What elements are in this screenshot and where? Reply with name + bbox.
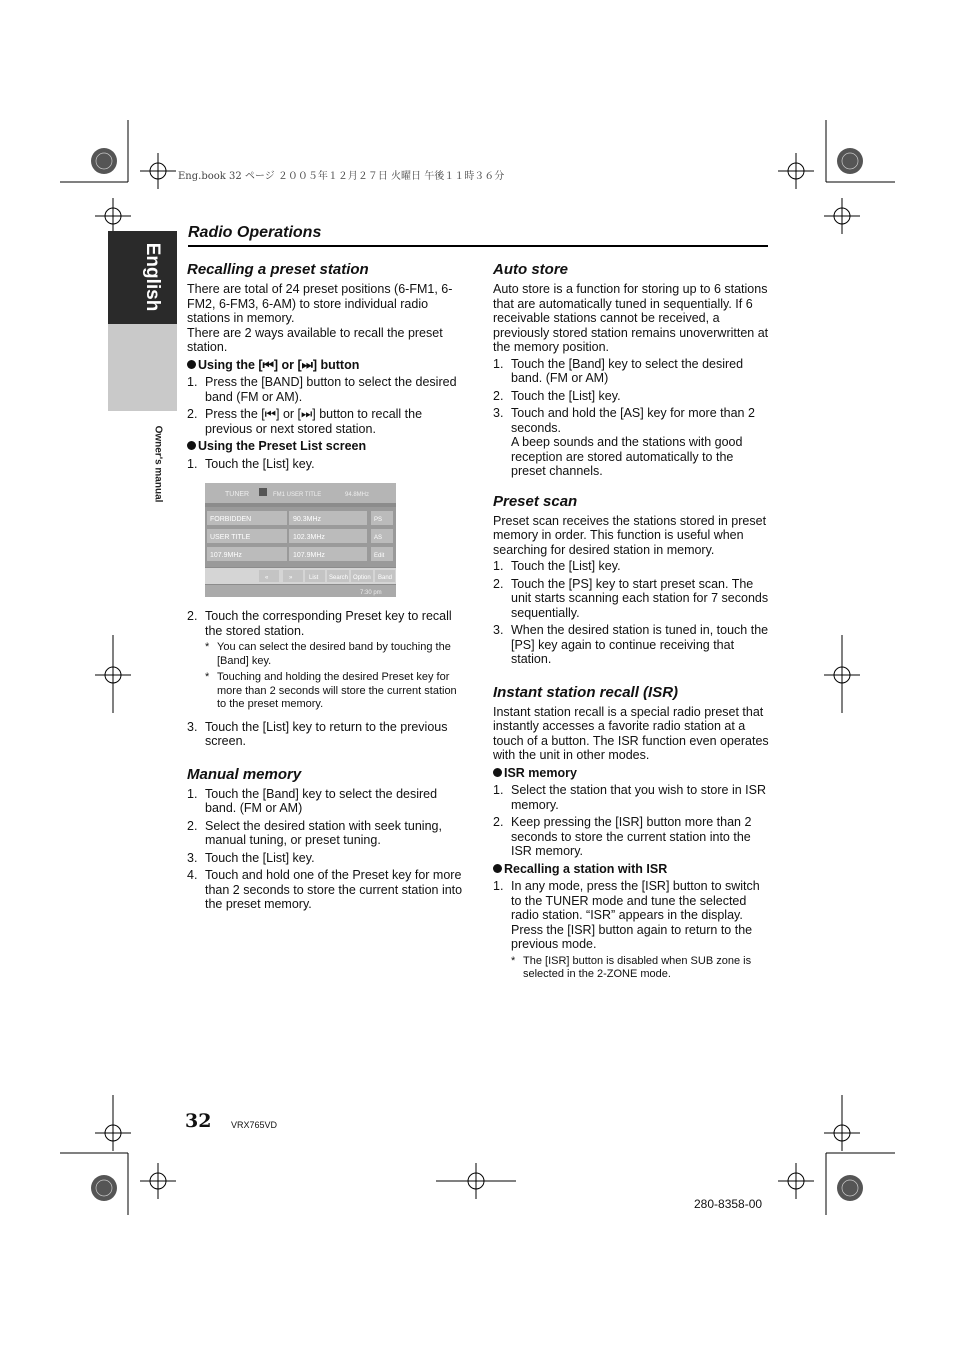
list-item: 2. Touch the [List] key. — [493, 388, 621, 403]
right-column — [493, 261, 769, 985]
preset-frequency: 107.9MHz — [293, 552, 325, 559]
print-header-strip: Eng.book 32 ページ ２００５年１２月２７日 火曜日 午後１１時３６分 — [178, 171, 505, 182]
preset-name: USER TITLE — [210, 534, 251, 541]
screen-side-key: PS — [374, 517, 383, 523]
auto-steps — [493, 357, 769, 436]
list-item: 2. Touch the corresponding Preset key to recall the stored station. — [187, 609, 452, 638]
screen-bottom-key: Band — [378, 575, 393, 581]
bullet-icon — [187, 360, 196, 369]
screen-freq-top: 94.8MHz — [345, 492, 370, 498]
language-side-tab — [108, 231, 177, 503]
screen-bottom-key: Option — [353, 575, 371, 581]
isr-intro: Instant station recall is a special radio preset that instantly accesses a favorite radio station at a touch of a button. The ISR function even operates with the unit in other modes. — [493, 704, 769, 762]
list-item: 1. Touch the [Band] key to select the desired band. (FM or AM) — [187, 786, 438, 815]
method1-label: Using the [⏮] or [⏭] button — [187, 358, 463, 373]
bullet-icon — [187, 441, 196, 450]
preset-list-screenshot — [205, 483, 396, 597]
side-tab-light-block — [108, 324, 177, 503]
method2-step3 — [187, 720, 463, 749]
screen-side-key: AS — [374, 535, 383, 541]
list-item: 3. Touch and hold the [AS] key for more than 2 seconds. — [493, 406, 755, 435]
list-item: 4. Touch and hold one of the Preset key for more than 2 seconds to store the current station into the preset memory. — [187, 868, 463, 911]
screen-side-key: Edit — [374, 553, 385, 559]
side-tab-dark-block — [108, 231, 177, 324]
document-code: 280-8358-00 — [694, 1197, 763, 1211]
preset-name: FORBIDDEN — [210, 516, 252, 523]
side-tab-language: English — [142, 242, 163, 312]
screen-bottom-key: Search — [329, 575, 349, 581]
left-column — [187, 261, 463, 915]
recall-heading: Recalling a preset station — [187, 261, 369, 278]
isr-memory-label: ISR memory — [493, 766, 769, 781]
list-item: 1. Select the station that you wish to store in ISR memory. — [493, 783, 766, 812]
list-item: 2. Keep pressing the [ISR] button more than 2 seconds to store the current station into the ISR memory. — [493, 815, 752, 858]
preset-frequency: 102.3MHz — [293, 534, 325, 541]
list-item: 3. When the desired station is tuned in, touch the [PS] key again to continue receiving that station. — [493, 623, 769, 666]
list-item: 1. Press the [BAND] button to select the desired band (FM or AM). — [187, 375, 457, 404]
method2-label: Using the Preset List screen — [187, 439, 463, 454]
isr-memory-steps — [493, 783, 769, 859]
screen-bottom-key: « — [265, 575, 269, 581]
screen-title: TUNER — [225, 491, 250, 498]
manual-steps — [187, 787, 463, 912]
isr-recall-steps — [493, 879, 769, 952]
method2-step1 — [187, 457, 463, 472]
list-item: 2. Select the desired station with seek tuning, manual tuning, or preset tuning. — [187, 818, 442, 847]
preset-list-screen-image — [205, 483, 396, 597]
list-item: 2. Touch the [PS] key to start preset scan. The unit starts scanning each station for 7 seconds sequentially. — [493, 576, 769, 620]
auto-intro: Auto store is a function for storing up to 6 stations that are automatically tuned in sequentially. If 6 receivable stations cannot be received, a previously stored station remains unoverwritten at the memory position. — [493, 282, 769, 354]
isr-recall-label: Recalling a station with ISR — [493, 862, 769, 877]
list-item: 1. In any mode, press the [ISR] button to switch to the TUNER mode and tune the selected radio station. “ISR” appears in the display. Press the [ISR] button again to return to the previous mode. — [493, 879, 760, 951]
bullet-icon — [493, 768, 502, 777]
note: * You can select the desired band by touching the [Band] key. — [205, 641, 451, 667]
list-item: 3. Touch the [List] key. — [187, 850, 315, 865]
preset-name: 107.9MHz — [210, 552, 242, 559]
list-item: 3. Touch the [List] key to return to the previous screen. — [187, 719, 448, 748]
method2-steps-after — [187, 609, 463, 638]
isr-note: * The [ISR] button is disabled when SUB zone is selected in the 2-ZONE mode. — [511, 954, 752, 980]
section-title: Radio Operations — [188, 224, 322, 241]
auto-after: A beep sounds and the stations with good reception are stored automatically to the preset channels. — [511, 435, 743, 478]
screen-bottom-key: » — [289, 575, 293, 581]
screen-band-tab: FM1 USER TITLE — [273, 492, 322, 498]
note: * Touching and holding the desired Preset key for more than 2 seconds will store the current station to the preset memory. — [205, 671, 457, 710]
screen-bottom-key: List — [309, 575, 319, 581]
method1-steps — [187, 375, 463, 436]
page-number: 32 — [185, 1110, 212, 1132]
side-tab-manual: Owner's manual — [152, 425, 164, 503]
scan-steps — [493, 559, 769, 667]
scan-heading: Preset scan — [493, 492, 578, 510]
scan-intro: Preset scan receives the stations stored in preset memory in order. This function is useful when searching for desired station in memory. — [493, 513, 767, 557]
preset-frequency: 90.3MHz — [293, 516, 322, 523]
list-item: 1. Touch the [Band] key to select the desired band. (FM or AM) — [493, 356, 744, 385]
list-item: 2. Press the [⏮] or [⏭] button to recall the previous or next stored station. — [187, 407, 423, 436]
manual-heading: Manual memory — [187, 765, 302, 783]
auto-heading: Auto store — [493, 261, 568, 278]
isr-heading: Instant station recall (ISR) — [493, 683, 679, 701]
method2-notes — [205, 641, 463, 712]
list-item: 1. Touch the [List] key. — [493, 559, 621, 573]
bullet-icon — [493, 864, 502, 873]
recall-intro-1: There are total of 24 preset positions (6-FM1, 6-FM2, 6-FM3, 6-AM) to store individual radio stations in memory. — [187, 282, 453, 325]
list-item: 1. Touch the [List] key. — [187, 456, 315, 471]
section-rule — [188, 245, 768, 247]
recall-intro-2: There are 2 ways available to recall the preset station. — [187, 325, 443, 354]
model-number: VRX765VD — [231, 1120, 278, 1130]
screen-clock: 7:30 pm — [360, 590, 382, 596]
